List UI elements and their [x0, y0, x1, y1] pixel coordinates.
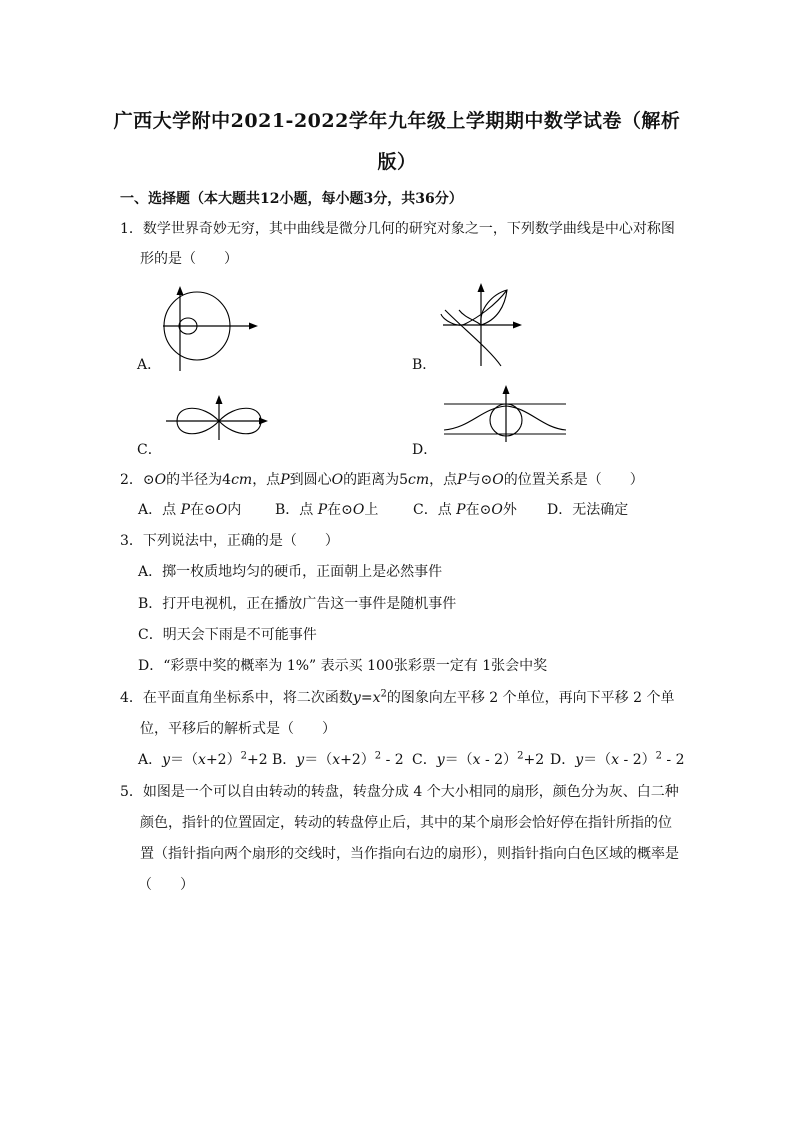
section-header: 一、选择题（本大题共12小题，每小题3分，共36分）	[120, 191, 463, 207]
q3-option-a: A．掷一枚质地均匀的硬币，正面朝上是必然事件	[138, 564, 443, 580]
q3-option-b: B．打开电视机，正在播放广告这一事件是随机事件	[138, 596, 457, 612]
page-title-line2: 版）	[377, 151, 417, 173]
q1-figure-b	[435, 280, 530, 370]
q1-figure-c	[163, 392, 273, 442]
q4-option-b: B．$y=(x+2)^2 - 2$	[272, 750, 404, 768]
q5-stem-line4: （ ）	[138, 877, 194, 893]
q1-figure-a	[160, 283, 270, 373]
q4-stem-line2: 位，平移后的解析式是（ ）	[140, 721, 336, 737]
q5-stem-line3: 置（指针指向两个扇形的交线时，当作指向右边的扇形），则指针指向白色区域的概率是	[140, 846, 679, 862]
q3-option-c: C．明天会下雨是不可能事件	[138, 627, 317, 643]
q4-option-d: D．y＝（x - 2）$^2$ - 2	[550, 750, 685, 768]
q3-option-d: D．“彩票中奖的概率为 1%” 表示买 100张彩票一定有 1张会中奖	[138, 658, 548, 674]
q1-stem-line1: 1．数学世界奇妙无穷，其中曲线是微分几何的研究对象之一，下列数学曲线是中心对称图	[120, 221, 675, 237]
q5-stem-line2: 颜色，指针的位置固定，转动的转盘停止后，其中的某个扇形会恰好停在指针所指的位	[140, 815, 672, 831]
q2-option-b: B．点 P在⊙O上	[275, 502, 379, 518]
q3-stem: 3．下列说法中，正确的是（ ）	[120, 533, 339, 549]
q1-option-d-label: D．	[412, 442, 438, 458]
q5-stem-line1: 5．如图是一个可以自由转动的转盘，转盘分成 4 个大小相同的扇形，颜色分为灰、白二种	[120, 784, 679, 800]
q2-option-d: D．无法确定	[547, 502, 629, 518]
q2-stem: 2．⊙O的半径为4cm，点P到圆心O的距离为5cm，点P与⊙O的位置关系是（ ）	[120, 472, 644, 488]
q1-figure-d	[440, 382, 570, 450]
q2-option-a: A．点 P在⊙O内	[138, 502, 242, 518]
q4-stem-line1: 4．在平面直角坐标系中，将二次函数$y=x^2$的图象向左平移 2 个单位，再向下平移 2 个单	[120, 688, 675, 706]
q1-option-a-label: A．	[137, 357, 162, 373]
q1-stem-line2: 形的是（ ）	[140, 251, 238, 267]
q2-option-c: C．点 P在⊙O外	[413, 502, 517, 518]
q4-option-a: A．$y=(x+2)^2+2$	[138, 750, 268, 768]
q1-option-b-label: B．	[412, 357, 437, 373]
q4-option-c: C．y＝（x - 2）$^2$+2	[412, 750, 545, 768]
page-title-line1: 广西大学附中2021-2022学年九年级上学期期中数学试卷（解析	[113, 110, 681, 132]
q1-option-c-label: C．	[137, 442, 162, 458]
